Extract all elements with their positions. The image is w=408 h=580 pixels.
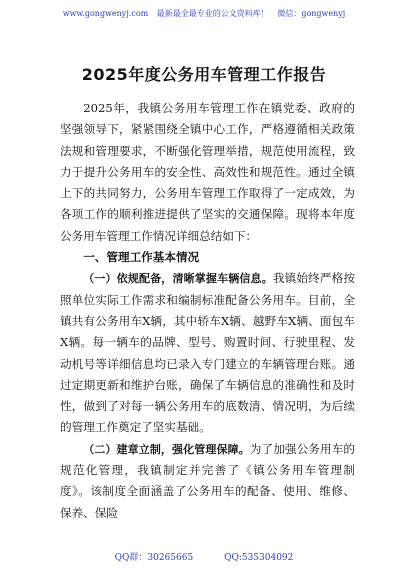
subsection-2-heading: （二）建章立制，强化管理保障。: [83, 442, 250, 456]
document-title: 2025年度公务用车管理工作报告: [81, 65, 327, 84]
document-body: [60, 98, 355, 524]
footer-qq: QQ:535304092: [224, 553, 294, 563]
page-header: [0, 8, 408, 19]
subsection-1-body: 我镇始终严格按照单位实际工作需求和编制标准配备公务用车。目前，全镇共有公务用车X辆，其中轿车X辆、越野车X辆、面包车X辆。每一辆车的品牌、型号、购置时间、行驶里程、发动机号等详细信息均已录入专门建立的车辆管理台账。通过定期更新和维护台账，确保了车辆信息的准确性和及时性，做到了对每一辆公务用车的底数清、情况明，为后续的管理工作奠定了坚实基础。: [60, 271, 355, 435]
section-heading: 一、管理工作基本情况: [83, 250, 200, 265]
footer-qq-group: QQ群：30265665: [114, 553, 194, 563]
header-wechat: 微信：gongwenyj: [277, 9, 346, 18]
subsection-2-paragraph: [60, 439, 355, 524]
intro-paragraph: 2025年，我镇公务用车管理工作在镇党委、政府的坚强领导下，紧紧围绕全镇中心工作，严格遵循相关政策法规和管理要求，不断强化管理举措，规范使用流程，致力于提升公务用车的安全性、高效性和规范性。通过全镇上下的共同努力，公务用车管理工作取得了一定成效，为各项工作的顺利推进提供了坚实的交通保障。现将本年度公务用车管理工作情况详细总结如下：: [60, 101, 355, 243]
subsection-1-paragraph: [60, 268, 355, 438]
header-website-link[interactable]: www.gongwenyj.com: [62, 9, 149, 18]
header-slogan: 最新最全最专业的公文资料库！: [156, 9, 269, 18]
subsection-2-body: 为了加强公务用车的规范化管理，我镇制定并完善了《镇公务用车管理制度》。该制度全面涵盖了公务用车的配备、使用、维修、保养、保险: [60, 441, 355, 520]
page-footer: [0, 550, 408, 563]
subsection-1-heading: （一）依规配备，清晰掌握车辆信息。: [83, 272, 273, 286]
